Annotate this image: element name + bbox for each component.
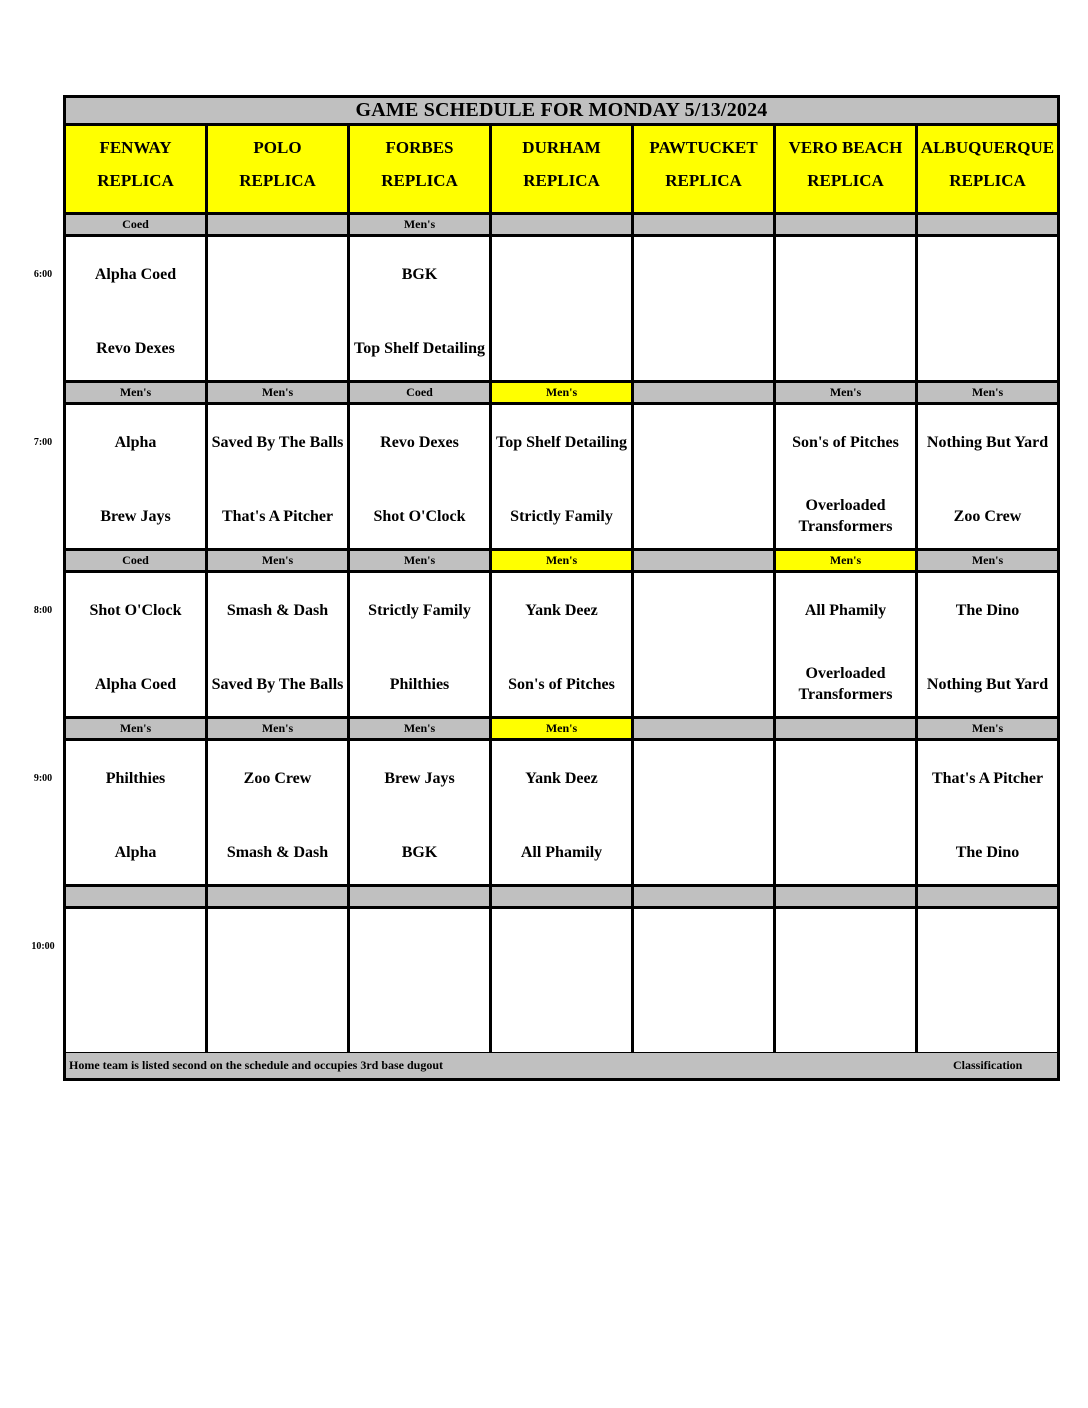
game-cell <box>776 573 915 716</box>
column-divider <box>205 126 208 1052</box>
field-header <box>350 126 489 212</box>
field-name: DURHAM <box>522 138 601 157</box>
field-header <box>492 126 631 212</box>
field-name: VERO BEACH <box>788 138 903 157</box>
classification-cell: Men's <box>350 215 489 234</box>
home-team <box>208 325 347 371</box>
home-team <box>776 325 915 371</box>
home-team: Overloaded Transformers <box>798 665 893 703</box>
visiting-team <box>492 251 631 297</box>
field-type: REPLICA <box>523 171 600 190</box>
game-cell <box>208 237 347 380</box>
field-name: POLO <box>253 138 302 157</box>
game-cell <box>918 573 1057 716</box>
classification-cell <box>350 887 489 906</box>
home-team: Revo Dexes <box>96 339 175 357</box>
classification-cell: Men's <box>492 383 631 402</box>
column-divider <box>347 126 350 1052</box>
home-team: Smash & Dash <box>226 843 329 861</box>
visiting-team: Alpha <box>114 433 157 451</box>
visiting-team <box>66 923 205 969</box>
game-cell <box>350 405 489 548</box>
game-cell <box>492 237 631 380</box>
home-team: Alpha Coed <box>94 675 177 693</box>
game-cell <box>208 741 347 884</box>
field-name: ALBUQUERQUE <box>920 138 1055 157</box>
game-cell <box>492 741 631 884</box>
classification-cell <box>918 887 1057 906</box>
visiting-team: Strictly Family <box>368 601 471 619</box>
game-cell <box>918 909 1057 1052</box>
home-team: Alpha <box>114 843 157 861</box>
classification-cell: Men's <box>350 551 489 570</box>
classification-cell <box>776 719 915 738</box>
field-name: FENWAY <box>99 138 172 157</box>
field-header <box>776 126 915 212</box>
column-divider <box>915 126 918 1052</box>
game-cell <box>634 237 773 380</box>
visiting-team: Alpha Coed <box>94 265 177 283</box>
classification-cell <box>634 383 773 402</box>
game-cell <box>918 237 1057 380</box>
visiting-team: Smash & Dash <box>226 601 329 619</box>
visiting-team <box>776 755 915 801</box>
visiting-team <box>918 923 1057 969</box>
home-team <box>634 493 773 539</box>
classification-cell: Men's <box>918 383 1057 402</box>
classification-cell: Coed <box>66 551 205 570</box>
game-cell <box>208 909 347 1052</box>
game-cell <box>918 405 1057 548</box>
home-team <box>350 997 489 1043</box>
game-cell <box>350 909 489 1052</box>
home-team: BGK <box>401 843 438 861</box>
time-label: 8:00 <box>33 605 53 616</box>
home-team: Overloaded Transformers <box>798 497 893 535</box>
column-divider <box>773 126 776 1052</box>
game-cell <box>492 909 631 1052</box>
home-team <box>634 661 773 707</box>
visiting-team: Saved By The Balls <box>211 433 344 451</box>
time-label: 7:00 <box>33 437 53 448</box>
home-team <box>776 829 915 875</box>
footer-note: Home team is listed second on the schedule and occupies 3rd base dugout <box>69 1058 444 1072</box>
classification-cell: Men's <box>492 551 631 570</box>
classification-cell: Men's <box>350 719 489 738</box>
classification-cell: Men's <box>492 719 631 738</box>
classification-cell: Men's <box>776 551 915 570</box>
home-team <box>492 997 631 1043</box>
field-header <box>66 126 205 212</box>
game-cell <box>208 405 347 548</box>
schedule-table <box>63 95 1060 1081</box>
field-type: REPLICA <box>807 171 884 190</box>
game-cell <box>66 741 205 884</box>
classification-cell <box>492 887 631 906</box>
home-team: Brew Jays <box>100 507 171 525</box>
table-footer <box>66 1053 1057 1078</box>
home-team <box>492 325 631 371</box>
game-cell <box>66 909 205 1052</box>
classification-cell: Men's <box>66 719 205 738</box>
game-cell <box>776 909 915 1052</box>
time-label: 10:00 <box>31 941 55 952</box>
classification-cell <box>208 215 347 234</box>
visiting-team <box>350 923 489 969</box>
field-type: REPLICA <box>239 171 316 190</box>
visiting-team: Yank Deez <box>525 769 598 787</box>
field-type: REPLICA <box>665 171 742 190</box>
visiting-team: All Phamily <box>804 601 887 619</box>
field-header <box>918 126 1057 212</box>
home-team <box>634 829 773 875</box>
home-team: Top Shelf Detailing <box>354 339 485 357</box>
home-team <box>634 325 773 371</box>
home-team: All Phamily <box>520 843 603 861</box>
column-divider <box>631 126 634 1052</box>
classification-cell <box>634 551 773 570</box>
classification-cell: Coed <box>350 383 489 402</box>
visiting-team: Yank Deez <box>525 601 598 619</box>
visiting-team: Top Shelf Detailing <box>496 433 627 451</box>
visiting-team: Revo Dexes <box>380 433 459 451</box>
schedule-title: GAME SCHEDULE FOR MONDAY 5/13/2024 <box>66 98 1057 126</box>
game-cell <box>492 573 631 716</box>
field-type: REPLICA <box>381 171 458 190</box>
footer-classification: Classification <box>953 1058 1023 1072</box>
game-cell <box>350 573 489 716</box>
visiting-team: Brew Jays <box>384 769 455 787</box>
visiting-team: Shot O'Clock <box>89 601 182 619</box>
game-cell <box>634 573 773 716</box>
time-label: 9:00 <box>33 773 53 784</box>
classification-cell <box>776 887 915 906</box>
classification-cell: Men's <box>776 383 915 402</box>
visiting-team <box>776 923 915 969</box>
visiting-team: The Dino <box>955 601 1020 619</box>
home-team <box>776 997 915 1043</box>
game-cell <box>776 405 915 548</box>
visiting-team <box>634 923 773 969</box>
game-cell <box>66 573 205 716</box>
classification-cell <box>66 887 205 906</box>
visiting-team <box>208 923 347 969</box>
game-cell <box>918 741 1057 884</box>
column-divider <box>489 126 492 1052</box>
field-type: REPLICA <box>97 171 174 190</box>
home-team <box>918 325 1057 371</box>
visiting-team: Zoo Crew <box>243 769 312 787</box>
game-cell <box>776 237 915 380</box>
visiting-team <box>208 251 347 297</box>
home-team <box>208 997 347 1043</box>
classification-cell <box>208 887 347 906</box>
time-label: 6:00 <box>33 269 53 280</box>
classification-cell: Coed <box>66 215 205 234</box>
visiting-team: Nothing But Yard <box>926 433 1049 451</box>
home-team <box>918 997 1057 1043</box>
visiting-team <box>634 419 773 465</box>
home-team: Zoo Crew <box>953 507 1022 525</box>
classification-cell: Men's <box>208 719 347 738</box>
home-team: The Dino <box>955 843 1020 861</box>
home-team: Nothing But Yard <box>926 675 1049 693</box>
classification-cell <box>634 887 773 906</box>
visiting-team: Philthies <box>105 769 166 787</box>
game-cell <box>350 237 489 380</box>
game-cell <box>492 405 631 548</box>
home-team: Shot O'Clock <box>373 507 466 525</box>
visiting-team <box>918 251 1057 297</box>
classification-cell: Men's <box>208 383 347 402</box>
game-cell <box>634 405 773 548</box>
field-header <box>634 126 773 212</box>
field-type: REPLICA <box>949 171 1026 190</box>
visiting-team <box>776 251 915 297</box>
classification-cell <box>918 215 1057 234</box>
home-team: Strictly Family <box>510 507 613 525</box>
game-cell <box>208 573 347 716</box>
classification-cell: Men's <box>918 551 1057 570</box>
visiting-team <box>634 755 773 801</box>
home-team <box>634 997 773 1043</box>
visiting-team: That's A Pitcher <box>931 769 1044 787</box>
visiting-team: Son's of Pitches <box>792 433 899 451</box>
home-team: Son's of Pitches <box>508 675 615 693</box>
field-header <box>208 126 347 212</box>
visiting-team <box>634 587 773 633</box>
visiting-team: BGK <box>401 265 438 283</box>
classification-cell <box>634 215 773 234</box>
classification-cell <box>776 215 915 234</box>
visiting-team <box>492 923 631 969</box>
game-cell <box>350 741 489 884</box>
game-cell <box>66 405 205 548</box>
home-team: Philthies <box>389 675 450 693</box>
classification-cell: Men's <box>66 383 205 402</box>
visiting-team <box>634 251 773 297</box>
home-team: Saved By The Balls <box>211 675 344 693</box>
classification-cell <box>492 215 631 234</box>
home-team: That's A Pitcher <box>221 507 334 525</box>
home-team <box>66 997 205 1043</box>
game-cell <box>66 237 205 380</box>
game-cell <box>634 909 773 1052</box>
classification-cell: Men's <box>918 719 1057 738</box>
field-name: PAWTUCKET <box>649 138 758 157</box>
classification-cell: Men's <box>208 551 347 570</box>
game-cell <box>634 741 773 884</box>
field-name: FORBES <box>385 138 454 157</box>
classification-cell <box>634 719 773 738</box>
game-cell <box>776 741 915 884</box>
